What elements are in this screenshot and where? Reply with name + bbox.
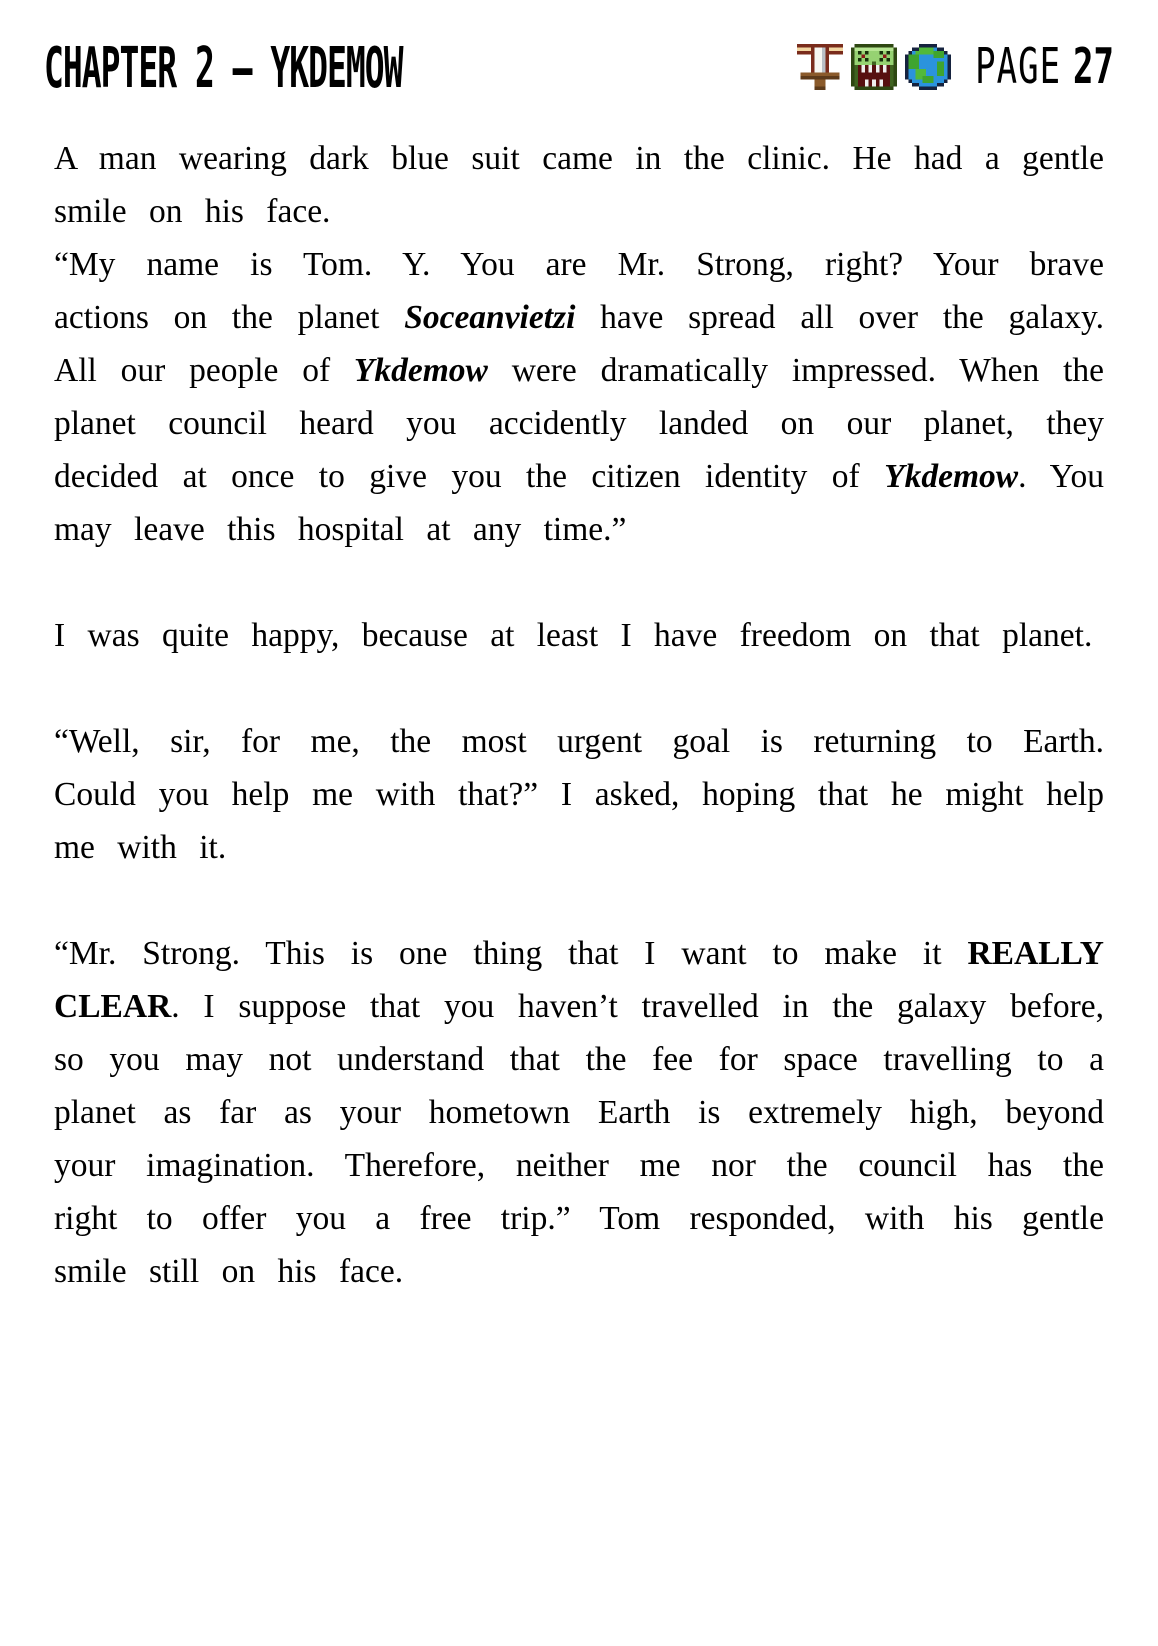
page-header [0, 0, 1158, 101]
text-segment: REALLY CLEAR [54, 935, 1104, 1025]
text-segment: Soceanvietzi [404, 299, 576, 336]
text-segment: . You may leave this hospital at any time.” [54, 458, 1104, 548]
chapter-title: CHAPTER 2 — YKDEMOW [44, 33, 403, 101]
text-segment: Ykdemow [884, 458, 1019, 495]
paragraph [54, 609, 1104, 662]
story-text [54, 132, 1104, 1298]
text-segment: A man wearing dark blue suit came in the clinic. He had a gentle smile on his face. [54, 140, 1104, 230]
text-segment: were dramatically impressed. When the planet council heard you accidently landed on our planet, they decided at once to give you the citizen identity of [54, 352, 1104, 495]
text-segment: “My name is Tom. Y. You are Mr. Strong, right? Your brave actions on the planet [54, 246, 1104, 336]
sword-icon [797, 44, 843, 90]
paragraph [54, 132, 1104, 238]
text-segment: Ykdemow [353, 352, 488, 389]
page-number: 27 [1073, 38, 1114, 96]
page-indicator [975, 38, 1114, 96]
text-segment: I was quite happy, because at least I have freedom on that planet. [54, 617, 1093, 654]
paragraph [54, 927, 1104, 1298]
page-label: PAGE [975, 38, 1062, 96]
text-segment: . I suppose that you haven’t travelled in the galaxy before, so you may not understand that the fee for space travelling to a planet as far as your hometown Earth is extremely high, beyond your imagination. Therefore, neither me nor the council has the right to offer you a free trip.” Tom responded, with his gentle smile still on his face. [54, 988, 1104, 1290]
earth-globe-icon [905, 44, 951, 90]
text-segment: have spread all over the galaxy. All our people of [54, 299, 1104, 389]
text-segment: “Well, sir, for me, the most urgent goal is returning to Earth. Could you help me with that?” I asked, hoping that he might help me with it. [54, 723, 1104, 866]
paragraph [54, 715, 1104, 874]
paragraph [54, 238, 1104, 556]
header-right [797, 38, 1114, 96]
text-segment: “Mr. Strong. This is one thing that I want to make it [54, 935, 968, 972]
monster-face-icon [851, 44, 897, 90]
